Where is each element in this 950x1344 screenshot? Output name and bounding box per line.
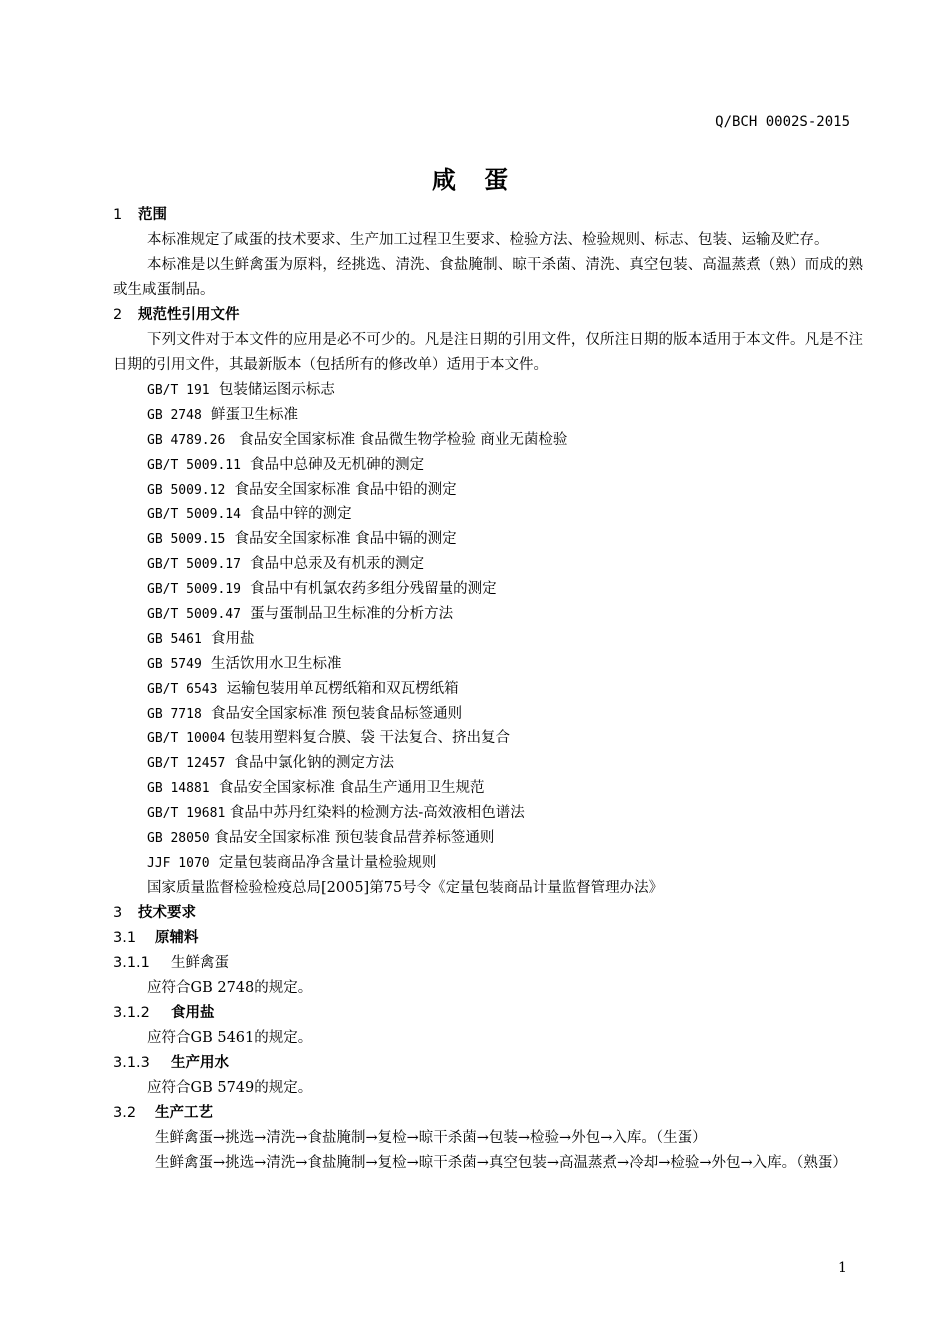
paragraph: 应符合GB 5749的规定。 <box>147 1079 313 1096</box>
reference-code: GB 2748 <box>147 407 202 423</box>
reference-item <box>113 851 863 876</box>
reference-title: 生活饮用水卫生标准 <box>211 655 342 672</box>
reference-title: 定量包装商品净含量计量检验规则 <box>218 854 437 871</box>
reference-item <box>113 502 863 527</box>
reference-item <box>113 826 863 851</box>
reference-title: 食品安全国家标准 食品中铅的测定 <box>234 481 457 498</box>
reference-item <box>113 726 863 751</box>
reference-title: 包装用塑料复合膜、袋 干法复合、挤出复合 <box>229 730 510 747</box>
reference-code: GB/T 6543 <box>147 681 218 697</box>
section-3-1-1-heading <box>113 951 863 976</box>
reference-code: GB/T 191 <box>147 383 210 398</box>
reference-title: 食品中氯化钠的测定方法 <box>234 755 394 772</box>
reference-gap <box>225 755 234 771</box>
reference-gap <box>210 382 219 398</box>
reference-gap <box>241 506 250 522</box>
reference-title: 包装储运图示标志 <box>218 382 335 398</box>
section-3-1-heading <box>113 926 863 951</box>
reference-gap <box>202 407 211 423</box>
reference-item <box>113 552 863 577</box>
reference-code: GB 5009.12 <box>147 482 226 498</box>
reference-gap <box>210 855 219 871</box>
reference-gap <box>225 432 239 448</box>
reference-item <box>113 776 863 801</box>
reference-title: 食品中总砷及无机砷的测定 <box>250 456 425 473</box>
reference-gap <box>202 656 211 672</box>
paragraph: 本标准是以生鲜禽蛋为原料，经挑选、清洗、食盐腌制、晾干杀菌、清洗、真空包装、高温蒸煮（熟）而成的熟或生咸蛋制品。 <box>113 257 863 298</box>
reference-title: 食用盐 <box>211 630 255 647</box>
reference-code: GB 5749 <box>147 656 202 672</box>
reference-gap <box>202 706 211 722</box>
paragraph: 本标准规定了咸蛋的技术要求、生产加工过程卫生要求、检验方法、检验规则、标志、包装、运输及贮存。 <box>147 232 829 248</box>
reference-item <box>113 702 863 727</box>
reference-code: GB/T 12457 <box>147 756 226 772</box>
section-number: 3.1.1 <box>113 954 150 971</box>
section-number: 3.1.2 <box>113 1004 150 1021</box>
reference-code: GB/T 19681 <box>147 806 226 822</box>
reference-list <box>113 378 863 876</box>
reference-title: 食品中总汞及有机汞的测定 <box>250 556 425 573</box>
reference-title: 食品安全国家标准 食品微生物学检验 商业无菌检验 <box>239 431 568 448</box>
reference-title: 食品安全国家标准 预包装食品营养标签通则 <box>214 830 495 847</box>
section-title: 规范性引用文件 <box>138 307 240 323</box>
process-flow-cooked: 生鲜禽蛋→挑选→清洗→食盐腌制→复检→晾干杀菌→真空包装→高温蒸煮→冷却→检验→外包→入库。（熟蛋） <box>155 1154 847 1171</box>
reference-item <box>113 453 863 478</box>
reference-code: GB/T 5009.47 <box>147 607 241 623</box>
reference-title: 食品中锌的测定 <box>250 506 352 523</box>
reference-code: JJF 1070 <box>147 855 210 871</box>
reference-gap <box>225 482 234 498</box>
document-code: Q/BCH 0002S-2015 <box>715 114 850 130</box>
reference-code: GB/T 5009.17 <box>147 557 241 573</box>
section-number: 3 <box>113 904 123 921</box>
section-number: 1 <box>113 207 123 223</box>
paragraph: 下列文件对于本文件的应用是必不可少的。凡是注日期的引用文件，仅所注日期的版本适用于本文件。凡是不注日期的引用文件，其最新版本（包括所有的修改单）适用于本文件。 <box>113 332 863 373</box>
section-title: 生鲜禽蛋 <box>171 954 229 971</box>
section-3-1-2-heading <box>113 1001 863 1026</box>
section-number: 3.2 <box>113 1104 137 1121</box>
reference-code: GB 4789.26 <box>147 432 226 448</box>
document-body <box>113 203 863 1176</box>
section-number: 3.1 <box>113 929 137 946</box>
document-title: 咸 蛋 <box>431 166 519 194</box>
reference-item: 国家质量监督检验检疫总局[2005]第75号令《定量包装商品计量监督管理办法》 <box>147 879 664 896</box>
section-title: 生产用水 <box>171 1054 229 1071</box>
section-title: 范围 <box>138 207 167 223</box>
section-2-heading <box>113 303 863 328</box>
reference-title: 食品安全国家标准 食品生产通用卫生规范 <box>218 780 485 797</box>
reference-code: GB/T 5009.19 <box>147 582 241 598</box>
section-title: 食用盐 <box>171 1004 215 1021</box>
reference-code: GB 7718 <box>147 706 202 722</box>
reference-title: 运输包装用单瓦楞纸箱和双瓦楞纸箱 <box>226 680 459 697</box>
reference-title: 食品安全国家标准 预包装食品标签通则 <box>211 705 463 722</box>
process-flow-raw: 生鲜禽蛋→挑选→清洗→食盐腌制→复检→晾干杀菌→包装→检验→外包→入库。（生蛋） <box>155 1129 707 1146</box>
reference-title: 食品安全国家标准 食品中镉的测定 <box>234 531 457 548</box>
reference-item <box>113 403 863 428</box>
section-number: 3.1.3 <box>113 1054 150 1071</box>
reference-gap <box>202 631 211 647</box>
reference-code: GB 5009.15 <box>147 532 226 548</box>
reference-item <box>113 652 863 677</box>
reference-title: 食品中苏丹红染料的检测方法-高效液相色谱法 <box>229 805 525 822</box>
section-title: 生产工艺 <box>155 1104 213 1121</box>
reference-item <box>113 627 863 652</box>
paragraph: 应符合GB 5461的规定。 <box>147 1029 313 1046</box>
reference-code: GB 28050 <box>147 831 210 847</box>
reference-code: GB/T 10004 <box>147 731 226 747</box>
reference-code: GB 14881 <box>147 781 210 797</box>
section-number: 2 <box>113 307 123 323</box>
reference-title: 蛋与蛋制品卫生标准的分析方法 <box>250 606 454 623</box>
reference-gap <box>241 556 250 572</box>
reference-item <box>113 801 863 826</box>
reference-item <box>113 527 863 552</box>
reference-item <box>113 677 863 702</box>
reference-item <box>113 751 863 776</box>
reference-gap <box>241 457 250 473</box>
reference-gap <box>241 606 250 622</box>
reference-title: 食品中有机氯农药多组分残留量的测定 <box>250 581 497 598</box>
reference-title: 鲜蛋卫生标准 <box>211 406 299 423</box>
section-title: 技术要求 <box>138 904 196 921</box>
section-3-2-heading <box>113 1101 863 1126</box>
reference-gap <box>225 531 234 547</box>
section-1-heading <box>113 203 863 228</box>
reference-item <box>113 428 863 453</box>
reference-item <box>113 378 863 403</box>
reference-code: GB 5461 <box>147 631 202 647</box>
reference-code: GB/T 5009.14 <box>147 507 241 523</box>
reference-item <box>113 602 863 627</box>
reference-item <box>113 478 863 503</box>
section-title: 原辅料 <box>155 929 199 946</box>
reference-gap <box>217 681 226 697</box>
reference-gap <box>210 780 219 796</box>
section-3-heading <box>113 901 863 926</box>
section-3-1-3-heading <box>113 1051 863 1076</box>
reference-item <box>113 577 863 602</box>
reference-gap <box>241 581 250 597</box>
reference-code: GB/T 5009.11 <box>147 457 241 473</box>
page-number: 1 <box>838 1260 847 1276</box>
paragraph: 应符合GB 2748的规定。 <box>147 979 313 996</box>
